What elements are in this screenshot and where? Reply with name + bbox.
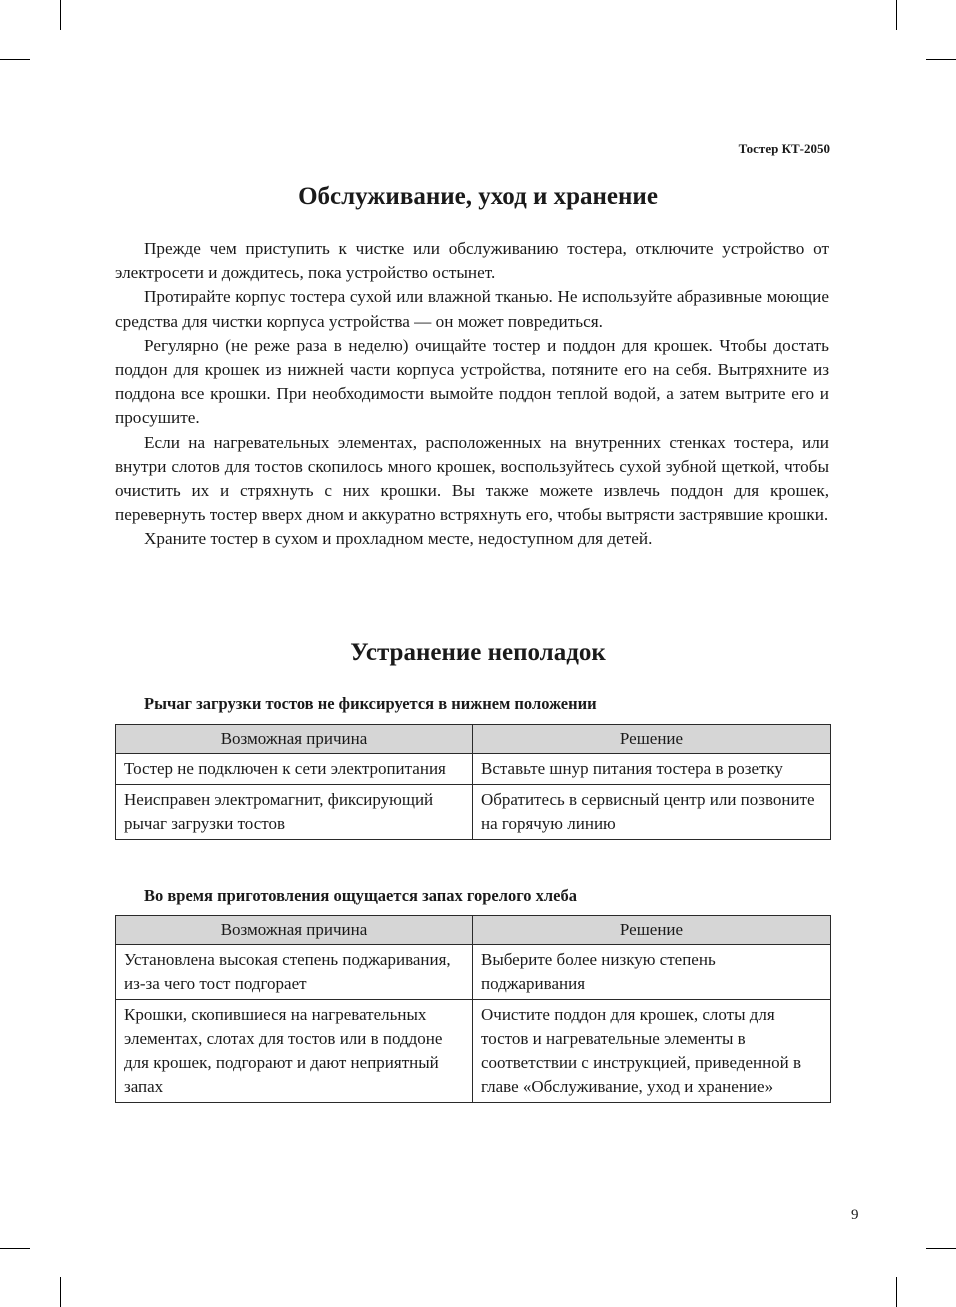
column-header-solution: Решение	[473, 725, 831, 754]
table-row	[116, 785, 831, 840]
solution-cell: Вставьте шнур питания тостера в розетку	[473, 754, 831, 785]
maintenance-text	[115, 237, 829, 552]
page-number: 9	[851, 1207, 859, 1223]
section-title-troubleshooting: Устранение неполадок	[350, 639, 606, 666]
section-title-maintenance: Обслуживание, уход и хранение	[298, 183, 658, 210]
troubleshooting-table	[115, 724, 831, 840]
crop-mark	[896, 0, 897, 30]
column-header-solution: Решение	[473, 916, 831, 945]
paragraph: Прежде чем приступить к чистке или обслуживанию тостера, отключите устройство от электросети и дождитесь, пока устройство остынет.	[115, 239, 829, 283]
running-header: Тостер КТ-2050	[738, 141, 830, 156]
crop-mark	[60, 0, 61, 30]
table-header-row	[116, 916, 831, 945]
cause-cell: Крошки, скопившиеся на нагревательных элементах, слотах для тостов или в поддоне для крошек, подгорают и дают неприятный запах	[116, 1000, 473, 1103]
solution-cell: Выберите более низкую степень поджаривания	[473, 945, 831, 1000]
table-header-row	[116, 725, 831, 754]
crop-mark	[0, 59, 30, 60]
crop-mark	[60, 1277, 61, 1307]
paragraph: Протирайте корпус тостера сухой или влажной тканью. Не используйте абразивные моющие средства для чистки корпуса устройства — он может повредиться.	[115, 287, 829, 331]
cause-cell: Установлена высокая степень поджаривания, из-за чего тост подгорает	[116, 945, 473, 1000]
solution-cell: Очистите поддон для крошек, слоты для тостов и нагревательные элементы в соответствии с инструкцией, приведенной в главе «Обслуживание, уход и хранение»	[473, 1000, 831, 1103]
troubleshooting-table	[115, 915, 831, 1103]
paragraph: Храните тостер в сухом и прохладном месте, недоступном для детей.	[144, 529, 653, 549]
problem-title: Во время приготовления ощущается запах горелого хлеба	[144, 886, 577, 905]
paragraph: Регулярно (не реже раза в неделю) очищайте тостер и поддон для крошек. Чтобы достать поддон для крошек из нижней части корпуса устройства, потяните его на себя. Вытряхните из поддона все крошки. При необходимости вымойте поддон теплой водой, а затем вытрите его и просушите.	[115, 335, 829, 428]
table-row	[116, 1000, 831, 1103]
crop-mark	[896, 1277, 897, 1307]
column-header-cause: Возможная причина	[116, 725, 473, 754]
solution-cell: Обратитесь в сервисный центр или позвоните на горячую линию	[473, 785, 831, 840]
problem-title: Рычаг загрузки тостов не фиксируется в нижнем положении	[144, 694, 597, 713]
table-row	[116, 945, 831, 1000]
column-header-cause: Возможная причина	[116, 916, 473, 945]
crop-mark	[926, 59, 956, 60]
cause-cell: Неисправен электромагнит, фиксирующий рычаг загрузки тостов	[116, 785, 473, 840]
paragraph: Если на нагревательных элементах, расположенных на внутренних стенках тостера, или внутри слотов для тостов скопилось много крошек, воспользуйтесь сухой зубной щеткой, чтобы очистить их и стряхнуть с них крошки. Вы также можете извлечь поддон для крошек, перевернуть тостер вверх дном и аккуратно встряхнуть его, чтобы вытрясти застрявшие крошки.	[115, 432, 829, 525]
cause-cell: Тостер не подключен к сети электропитания	[116, 754, 473, 785]
crop-mark	[926, 1248, 956, 1249]
table-row	[116, 754, 831, 785]
crop-mark	[0, 1248, 30, 1249]
